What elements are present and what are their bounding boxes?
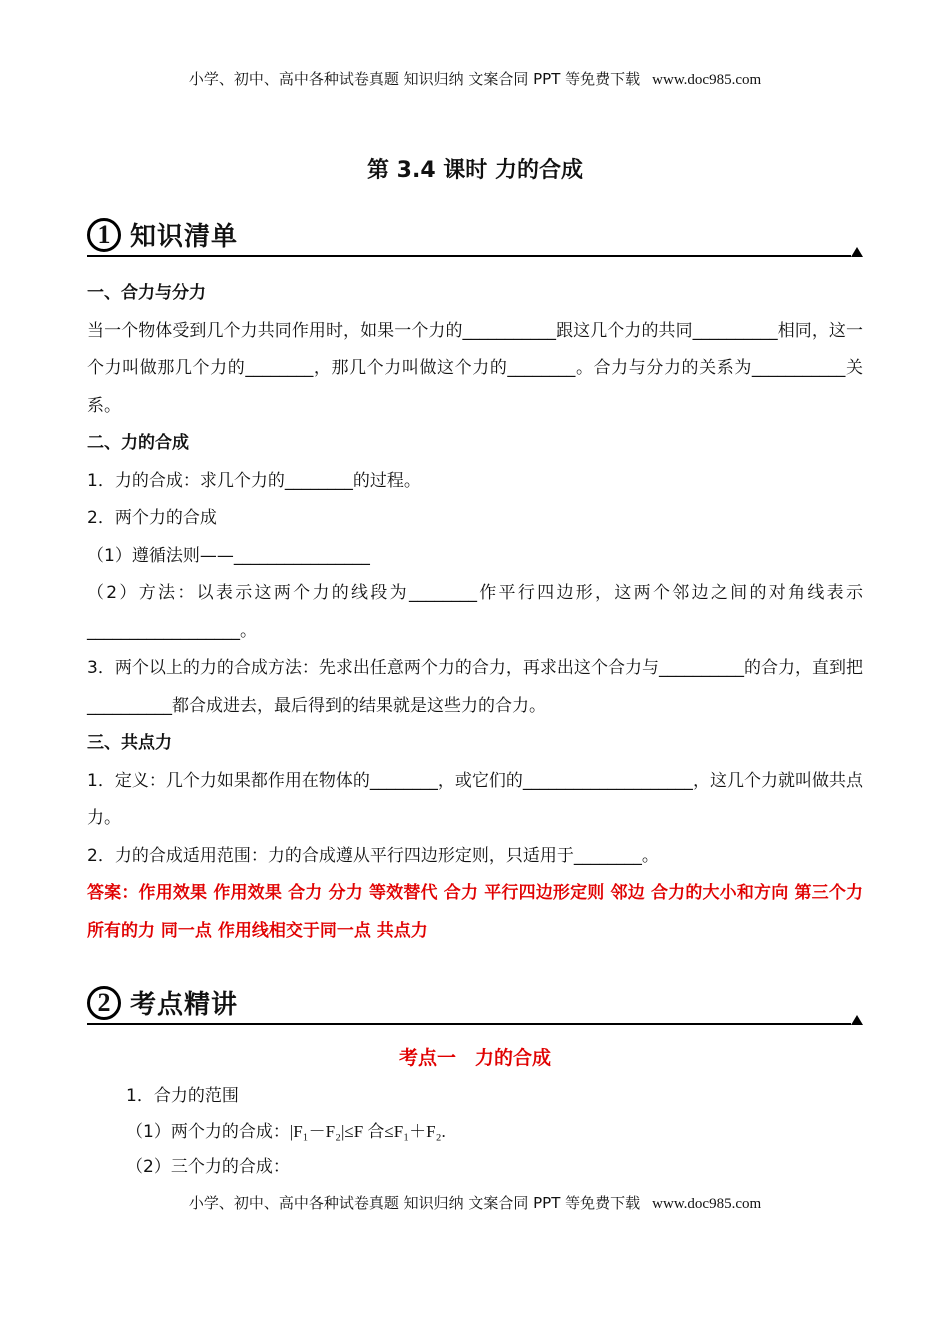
item-resultant-range: 1．合力的范围 — [126, 1086, 239, 1106]
footer-text: 小学、初中、高中各种试卷真题 知识归纳 文案合同 PPT 等免费下载 — [188, 1194, 641, 1212]
section-key-points — [87, 982, 863, 1028]
section-title: 知识清单 — [130, 222, 239, 252]
page-title: 第 3.4 课时 力的合成 — [367, 158, 583, 183]
item-scope: 2．力的合成适用范围：力的合成遵从平行四边形定则，只适用于________。 — [87, 845, 659, 866]
item-method: （2）方法：以表示这两个力的线段为________作平行四边形，这两个邻边之间的对角线表示__________________。 — [87, 583, 863, 641]
heading-concurrent-forces: 三、共点力 — [87, 733, 172, 753]
two-force-formula: |F₁－F₂|≤F 合≤F₁＋F₂. — [289, 1122, 446, 1141]
item-three-force-range: （2）三个力的合成： — [126, 1157, 290, 1177]
knowledge-body — [87, 275, 863, 950]
section-number-badge: 2 — [87, 986, 121, 1020]
item-two-force-composition: 2．两个力的合成 — [87, 508, 217, 528]
section-rule — [87, 1023, 851, 1025]
triangle-marker-icon — [851, 247, 863, 257]
kaodian-title: 考点一 力的合成 — [398, 1047, 551, 1069]
item-two-force-range — [126, 1114, 866, 1150]
item-concurrent-definition: 1．定义：几个力如果都作用在物体的________，或它们的____________________，这几个力就叫做共点力。 — [87, 770, 863, 828]
section-rule — [87, 255, 851, 257]
heading-force-composition: 二、力的合成 — [87, 433, 189, 453]
page-header — [0, 68, 950, 89]
footer-url[interactable]: www.doc985.com — [652, 1196, 762, 1212]
page-footer — [0, 1192, 950, 1213]
paragraph-resultant-definition: 当一个物体受到几个力共同作用时，如果一个力的___________跟这几个力的共同__________相同，这一个力叫做那几个力的________，那几个力叫做这个力的________。合力与分力的关系为___________关系。 — [87, 320, 863, 416]
two-force-label: （1）两个力的合成： — [126, 1122, 290, 1142]
item-composition-definition: 1．力的合成：求几个力的________的过程。 — [87, 470, 421, 491]
section-title: 考点精讲 — [130, 990, 239, 1020]
heading-resultant-and-component: 一、合力与分力 — [87, 283, 206, 303]
item-rule: （1）遵循法则——________________ — [87, 545, 370, 566]
header-text: 小学、初中、高中各种试卷真题 知识归纳 文案合同 PPT 等免费下载 — [188, 70, 641, 88]
kaodian-body — [126, 1079, 866, 1185]
triangle-marker-icon — [851, 1015, 863, 1025]
section-knowledge-list — [87, 214, 863, 260]
answer-key: 答案：作用效果 作用效果 合力 分力 等效替代 合力 平行四边形定则 邻边 合力的大小和方向 第三个力 所有的力 同一点 作用线相交于同一点 共点力 — [87, 883, 863, 941]
item-multiple-forces: 3．两个以上的力的合成方法：先求出任意两个力的合力，再求出这个合力与__________的合力，直到把__________都合成进去，最后得到的结果就是这些力的合力。 — [87, 658, 863, 716]
section-number-badge: 1 — [87, 218, 121, 252]
header-url[interactable]: www.doc985.com — [652, 72, 762, 88]
